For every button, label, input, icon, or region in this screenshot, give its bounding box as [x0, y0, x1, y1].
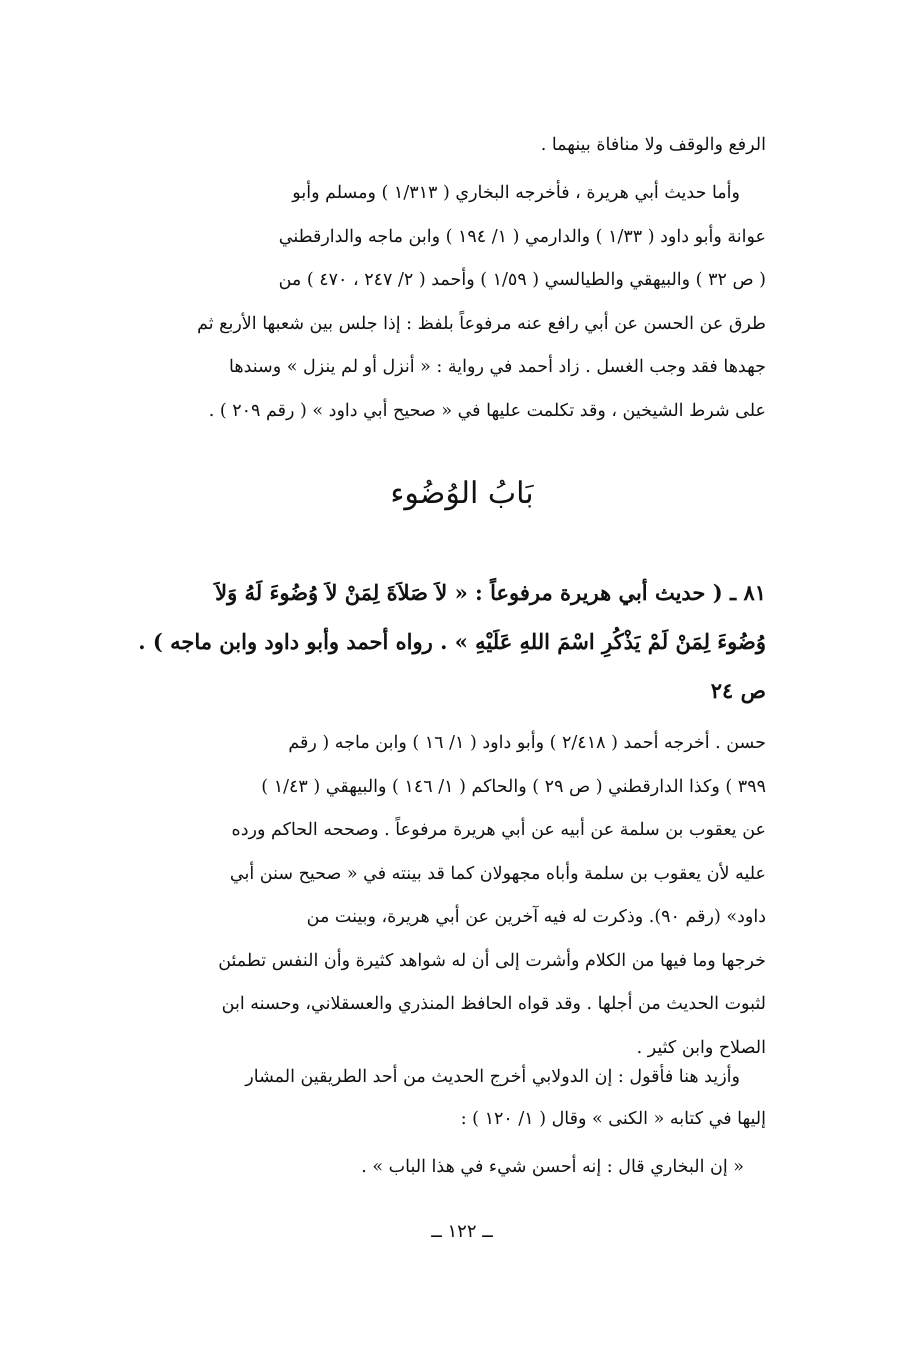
addendum-text	[76, 1056, 766, 1140]
commentary-line: ٣٩٩ ) وكذا الدارقطني ( ص ٢٩ ) والحاكم ( ١/ ١٤٦ ) والبيهقي ( ١/٤٣ )	[261, 776, 766, 797]
paragraph-line: على شرط الشيخين ، وقد تكلمت عليها في « صحيح أبي داود » ( رقم ٢٠٩ ) .	[208, 400, 766, 421]
page-number: ــ ١٢٢ ــ	[431, 1221, 493, 1242]
section-title: بَابُ الوُضُوء	[390, 476, 534, 511]
intro-line: الرفع والوقف ولا منافاة بينهما .	[540, 135, 766, 155]
commentary-line: عليه لأن يعقوب بن سلمة وأباه مجهولان كما قد بينته في « صحيح سنن أبي	[229, 863, 766, 884]
addendum-line: إليها في كتابه « الكنى » وقال ( ١/ ١٢٠ ) :	[460, 1109, 766, 1129]
paragraph-line: ( ص ٣٢ ) والبيهقي والطيالسي ( ١/٥٩ ) وأحمد ( ٢/ ٢٤٧ ، ٤٧٠ ) من	[278, 270, 766, 290]
hadith-81	[76, 568, 766, 715]
hadith-line: وُضُوءَ لِمَنْ لَمْ يَذْكُرِ اسْمَ اللهِ عَلَيْهِ » . رواه أحمد وأبو داود وابن ماجه ) .	[138, 629, 766, 654]
quote-line: « إن البخاري قال : إنه أحسن شيء في هذا الباب » .	[361, 1157, 744, 1177]
paragraph-line: عوانة وأبو داود ( ١/٣٣ ) والدارمي ( ١/ ١٩٤ ) وابن ماجه والدارقطني	[278, 226, 766, 247]
commentary-line: لثبوت الحديث من أجلها . وقد قواه الحافظ المنذري والعسقلاني، وحسنه ابن	[221, 994, 766, 1014]
commentary-line: خرجها وما فيها من الكلام وأشرت إلى أن له شواهد كثيرة وأن النفس تطمئن	[218, 950, 766, 971]
commentary-line: الصلاح وابن كثير .	[636, 1037, 766, 1058]
addendum-line: وأزيد هنا فأقول : إن الدولابي أخرج الحديث من أحد الطريقين المشار	[245, 1067, 740, 1087]
commentary-line: داود» (رقم ٩٠). وذكرت له فيه آخرين عن أبي هريرة، وبينت من	[306, 907, 766, 927]
bukhari-quote	[54, 1146, 744, 1188]
paragraph-line: وأما حديث أبي هريرة ، فأخرجه البخاري ( ١/٣١٣ ) ومسلم وأبو	[292, 183, 740, 203]
hadith-commentary	[76, 722, 766, 1070]
paragraph-line: جهدها فقد وجب الغسل . زاد أحمد في رواية : « أنزل أو لم ينزل » وسندها	[229, 357, 766, 377]
intro-text	[76, 124, 766, 166]
paragraph-abu-hurayra	[76, 172, 766, 433]
hadith-page-ref: ص ٢٤	[710, 678, 766, 703]
paragraph-line: طرق عن الحسن عن أبي رافع عنه مرفوعاً بلفظ : إذا جلس بين شعبها الأربع ثم	[197, 313, 766, 334]
commentary-line: عن يعقوب بن سلمة عن أبيه عن أبي هريرة مرفوعاً . وصححه الحاكم ورده	[231, 820, 766, 840]
hadith-line: ٨١ ـ ( حديث أبي هريرة مرفوعاً : « لاَ صَلاَةَ لِمَنْ لاَ وُضُوءَ لَهُ وَلاَ	[215, 580, 766, 605]
commentary-line: حسن . أخرجه أحمد ( ٢/٤١٨ ) وأبو داود ( ١/ ١٦ ) وابن ماجه ( رقم	[288, 733, 766, 753]
